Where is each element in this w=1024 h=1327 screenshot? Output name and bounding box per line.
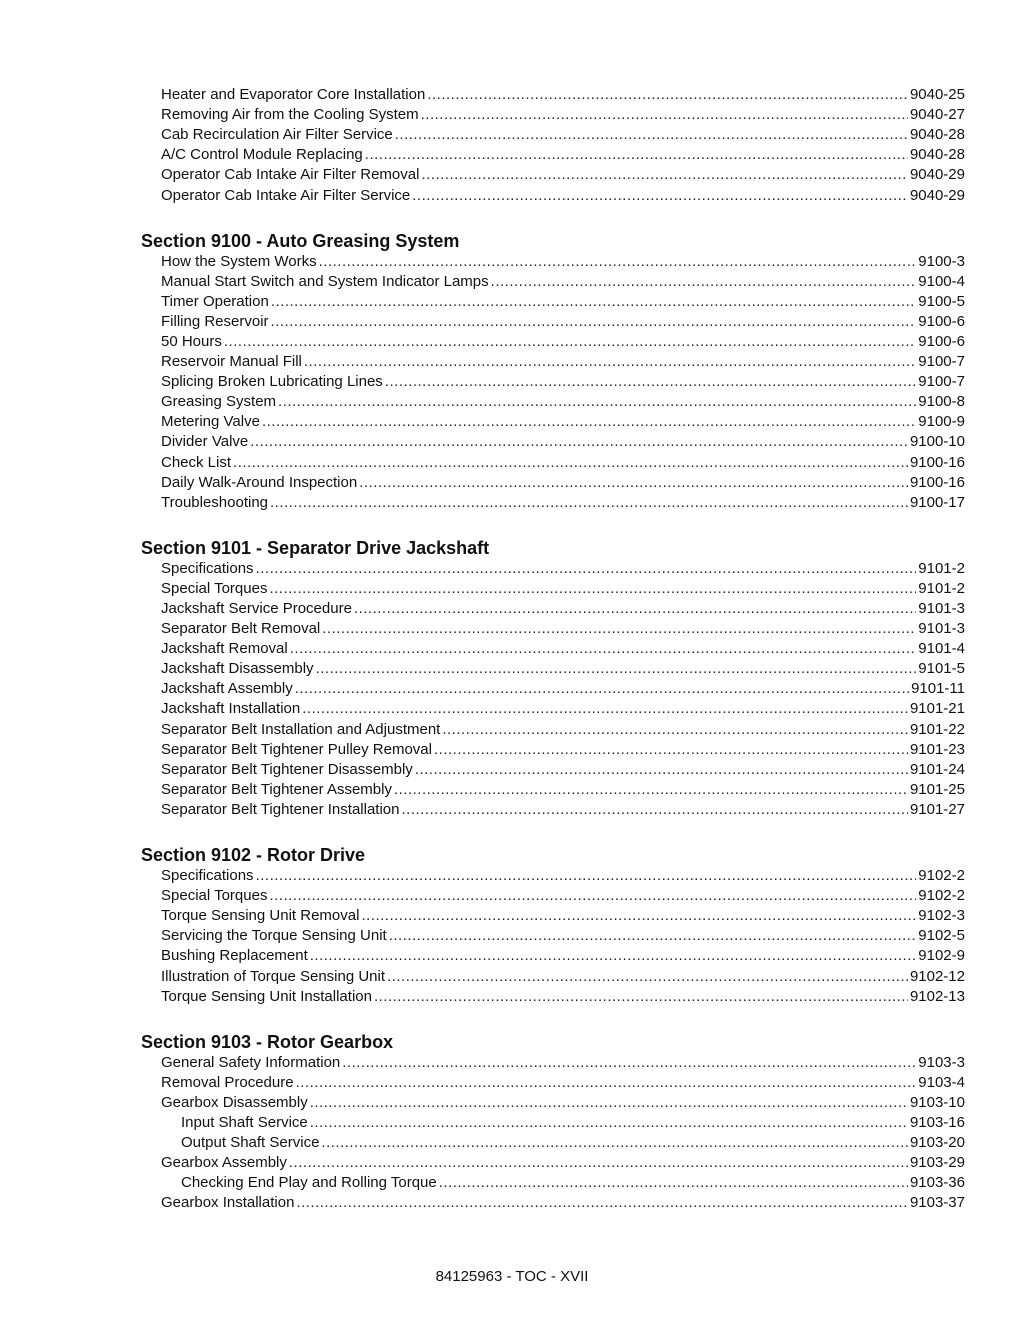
toc-entry-page: 9040-27 (909, 106, 965, 124)
toc-entry-page: 9103-16 (909, 1113, 965, 1131)
toc-group (0, 1031, 1024, 1214)
toc-entry[interactable] (181, 1113, 965, 1133)
dot-leader (316, 659, 917, 679)
toc-entry[interactable] (161, 760, 965, 780)
toc-entry-page: 9102-12 (909, 967, 965, 985)
toc-entry-title: How the System Works (161, 252, 317, 270)
toc-entry-page: 9103-20 (909, 1134, 965, 1152)
toc-entry[interactable] (161, 886, 965, 906)
section-heading: Section 9100 - Auto Greasing System (141, 230, 460, 251)
toc-entry[interactable] (161, 432, 965, 452)
dot-leader (322, 619, 916, 639)
dot-leader (296, 1193, 908, 1213)
toc-entry-title: Torque Sensing Unit Installation (161, 987, 372, 1005)
toc-entry-title: Output Shaft Service (181, 1134, 320, 1152)
toc-entry-page: 9101-5 (918, 660, 965, 678)
toc-entry-page: 9101-3 (918, 600, 965, 618)
dot-leader (295, 679, 909, 699)
dot-leader (290, 639, 917, 659)
toc-entry-title: Checking End Play and Rolling Torque (181, 1174, 437, 1192)
toc-entry-title: Filling Reservoir (161, 312, 269, 330)
dot-leader (224, 332, 916, 352)
toc-entry-page: 9102-2 (918, 887, 965, 905)
toc-entry[interactable] (161, 639, 965, 659)
toc-entry-title: Servicing the Torque Sensing Unit (161, 927, 387, 945)
toc-entry[interactable] (161, 473, 965, 493)
toc-group (0, 85, 1024, 206)
toc-entry-page: 9100-5 (918, 292, 965, 310)
toc-entry[interactable] (161, 292, 965, 312)
toc-entry[interactable] (181, 1173, 965, 1193)
toc-entry-title: Manual Start Switch and System Indicator Lamps (161, 272, 489, 290)
toc-entry[interactable] (161, 659, 965, 679)
toc-entry[interactable] (161, 740, 965, 760)
dot-leader (387, 967, 908, 987)
section-heading: Section 9101 - Separator Drive Jackshaft (141, 537, 490, 558)
toc-entry-page: 9102-3 (918, 907, 965, 925)
toc-entry-page: 9100-16 (909, 473, 965, 491)
toc-entry-title: Specifications (161, 867, 254, 885)
section-heading: Section 9103 - Rotor Gearbox (141, 1031, 394, 1052)
toc-entry-page: 9103-29 (909, 1154, 965, 1172)
dot-leader (233, 453, 908, 473)
toc-entry-title: Bushing Replacement (161, 947, 308, 965)
toc-entry-page: 9100-7 (918, 353, 965, 371)
toc-entry-title: Separator Belt Tightener Assembly (161, 780, 392, 798)
toc-entry-page: 9040-28 (909, 126, 965, 144)
toc-entry-page: 9101-3 (918, 620, 965, 638)
toc-entry-title: Check List (161, 453, 232, 471)
toc-entry[interactable] (161, 165, 965, 185)
toc-entry[interactable] (161, 780, 965, 800)
dot-leader (401, 800, 907, 820)
toc-entry-title: Jackshaft Assembly (161, 680, 293, 698)
dot-leader (361, 906, 916, 926)
toc-entry-page: 9100-10 (909, 433, 965, 451)
toc-entry[interactable] (161, 352, 965, 372)
dot-leader (395, 125, 908, 145)
toc-entry-page: 9100-16 (909, 453, 965, 471)
toc-entry[interactable] (161, 85, 965, 105)
page-footer: 84125963 - TOC - XVII (435, 1268, 589, 1285)
dot-leader (354, 599, 916, 619)
toc-entry-title: Cab Recirculation Air Filter Service (161, 126, 393, 144)
toc-group (0, 230, 1024, 513)
toc-entry[interactable] (161, 453, 965, 473)
toc-entry[interactable] (161, 332, 965, 352)
toc-entry[interactable] (161, 619, 965, 639)
toc-entry[interactable] (161, 559, 965, 579)
toc-entry-page: 9100-9 (918, 413, 965, 431)
dot-leader (321, 1133, 908, 1153)
toc-entry-page: 9101-21 (909, 700, 965, 718)
toc-entry-page: 9101-2 (918, 559, 965, 577)
dot-leader (271, 312, 917, 332)
toc-entry[interactable] (181, 1133, 965, 1153)
toc-entry-page: 9100-17 (909, 493, 965, 511)
dot-leader (271, 292, 916, 312)
toc-entry-title: Reservoir Manual Fill (161, 353, 302, 371)
dot-leader (278, 392, 916, 412)
toc-entry-title: Operator Cab Intake Air Filter Service (161, 186, 411, 204)
dot-leader (389, 926, 917, 946)
toc-entry-page: 9102-5 (918, 927, 965, 945)
toc-entry-title: Separator Belt Removal (161, 620, 321, 638)
dot-leader (256, 559, 917, 579)
table-of-contents (0, 85, 1024, 1213)
toc-entry-page: 9101-4 (918, 640, 965, 658)
toc-entry-page: 9040-29 (909, 166, 965, 184)
dot-leader (421, 105, 908, 125)
toc-entry-page: 9101-24 (909, 760, 965, 778)
toc-entry-title: Timer Operation (161, 292, 269, 310)
toc-entry[interactable] (161, 312, 965, 332)
toc-entry[interactable] (161, 679, 965, 699)
dot-leader (289, 1153, 908, 1173)
toc-entry-page: 9100-7 (918, 373, 965, 391)
toc-entry-title: Input Shaft Service (181, 1113, 308, 1131)
dot-leader (491, 272, 917, 292)
dot-leader (359, 473, 908, 493)
dot-leader (342, 1053, 916, 1073)
toc-entry-title: Gearbox Installation (161, 1194, 295, 1212)
toc-entry-title: Divider Valve (161, 433, 249, 451)
dot-leader (415, 760, 908, 780)
toc-entry-title: Torque Sensing Unit Removal (161, 907, 360, 925)
toc-entry[interactable] (161, 1093, 965, 1113)
toc-entry-page: 9103-37 (909, 1194, 965, 1212)
toc-entry-page: 9103-3 (918, 1053, 965, 1071)
toc-entry[interactable] (161, 185, 965, 205)
dot-leader (270, 493, 908, 513)
toc-entry[interactable] (161, 1193, 965, 1213)
toc-entry-title: Operator Cab Intake Air Filter Removal (161, 166, 420, 184)
toc-entry-title: Separator Belt Tightener Pulley Removal (161, 740, 432, 758)
toc-entry-page: 9100-6 (918, 312, 965, 330)
toc-entry-title: Jackshaft Installation (161, 700, 301, 718)
toc-entry-title: Separator Belt Tightener Installation (161, 800, 400, 818)
toc-entry-page: 9101-22 (909, 720, 965, 738)
toc-entry-page: 9101-27 (909, 800, 965, 818)
toc-entry-title: Removal Procedure (161, 1073, 294, 1091)
dot-leader (250, 432, 908, 452)
toc-entry[interactable] (161, 252, 965, 272)
toc-entry-page: 9103-10 (909, 1093, 965, 1111)
toc-entry-page: 9040-25 (909, 86, 965, 104)
toc-entry-page: 9101-11 (911, 680, 965, 698)
toc-entry-page: 9040-29 (909, 186, 965, 204)
dot-leader (256, 866, 917, 886)
toc-entry-page: 9040-28 (909, 146, 965, 164)
toc-entry[interactable] (161, 392, 965, 412)
dot-leader (310, 1093, 908, 1113)
toc-entry[interactable] (161, 412, 965, 432)
toc-entry-title: Separator Belt Installation and Adjustment (161, 720, 441, 738)
toc-entry[interactable] (161, 1053, 965, 1073)
toc-entry-title: A/C Control Module Replacing (161, 146, 363, 164)
toc-entry-title: Special Torques (161, 579, 268, 597)
toc-entry-title: Separator Belt Tightener Disassembly (161, 760, 413, 778)
toc-entry-title: Troubleshooting (161, 493, 269, 511)
toc-entry-title: Heater and Evaporator Core Installation (161, 86, 426, 104)
toc-entry-title: 50 Hours (161, 332, 222, 350)
dot-leader (439, 1173, 908, 1193)
toc-entry[interactable] (161, 493, 965, 513)
dot-leader (296, 1073, 917, 1093)
toc-entry[interactable] (161, 1073, 965, 1093)
toc-entry-title: Illustration of Torque Sensing Unit (161, 967, 386, 985)
toc-entry[interactable] (161, 926, 965, 946)
toc-entry[interactable] (161, 720, 965, 740)
toc-entry[interactable] (161, 105, 965, 125)
dot-leader (385, 372, 916, 392)
toc-entry-title: Daily Walk-Around Inspection (161, 473, 358, 491)
toc-entry-title: Jackshaft Disassembly (161, 660, 314, 678)
toc-entry[interactable] (161, 966, 965, 986)
toc-entry[interactable] (161, 987, 965, 1007)
toc-group (0, 537, 1024, 820)
toc-group (0, 844, 1024, 1007)
section-heading: Section 9102 - Rotor Drive (141, 845, 366, 865)
toc-entry-page: 9101-2 (918, 579, 965, 597)
toc-entry-page: 9102-2 (918, 867, 965, 885)
dot-leader (304, 352, 916, 372)
toc-entry-page: 9100-4 (918, 272, 965, 290)
dot-leader (412, 186, 908, 206)
toc-entry[interactable] (161, 372, 965, 392)
toc-entry[interactable] (161, 125, 965, 145)
dot-leader (427, 85, 908, 105)
toc-entry[interactable] (161, 272, 965, 292)
dot-leader (310, 1113, 908, 1133)
toc-entry[interactable] (161, 946, 965, 966)
toc-entry-page: 9100-6 (918, 332, 965, 350)
toc-entry[interactable] (161, 906, 965, 926)
toc-entry-page: 9101-25 (909, 780, 965, 798)
dot-leader (442, 720, 908, 740)
toc-entry-title: Jackshaft Service Procedure (161, 600, 352, 618)
toc-entry-title: Gearbox Assembly (161, 1154, 287, 1172)
toc-entry-page: 9103-36 (909, 1174, 965, 1192)
dot-leader (421, 165, 908, 185)
toc-entry[interactable] (161, 1153, 965, 1173)
dot-leader (434, 740, 908, 760)
toc-entry-title: Specifications (161, 559, 254, 577)
dot-leader (374, 987, 908, 1007)
toc-entry-title: Special Torques (161, 887, 268, 905)
toc-entry-title: Splicing Broken Lubricating Lines (161, 373, 383, 391)
toc-entry[interactable] (161, 800, 965, 820)
toc-entry-page: 9102-13 (909, 987, 965, 1005)
toc-entry-title: Removing Air from the Cooling System (161, 106, 419, 124)
toc-entry-title: Gearbox Disassembly (161, 1093, 308, 1111)
dot-leader (269, 886, 916, 906)
toc-entry-title: Jackshaft Removal (161, 640, 288, 658)
toc-entry-page: 9101-23 (909, 740, 965, 758)
dot-leader (319, 252, 917, 272)
toc-entry-page: 9100-8 (918, 393, 965, 411)
toc-entry-title: General Safety Information (161, 1053, 341, 1071)
toc-entry-page: 9103-4 (918, 1073, 965, 1091)
dot-leader (269, 579, 916, 599)
toc-entry-page: 9102-9 (918, 947, 965, 965)
dot-leader (262, 412, 916, 432)
toc-entry[interactable] (161, 866, 965, 886)
dot-leader (310, 946, 917, 966)
dot-leader (394, 780, 908, 800)
toc-entry[interactable] (161, 579, 965, 599)
dot-leader (365, 145, 908, 165)
toc-entry-page: 9100-3 (918, 252, 965, 270)
toc-entry[interactable] (161, 599, 965, 619)
toc-entry[interactable] (161, 145, 965, 165)
toc-entry[interactable] (161, 699, 965, 719)
dot-leader (302, 699, 908, 719)
toc-entry-title: Metering Valve (161, 413, 260, 431)
toc-entry-title: Greasing System (161, 393, 277, 411)
